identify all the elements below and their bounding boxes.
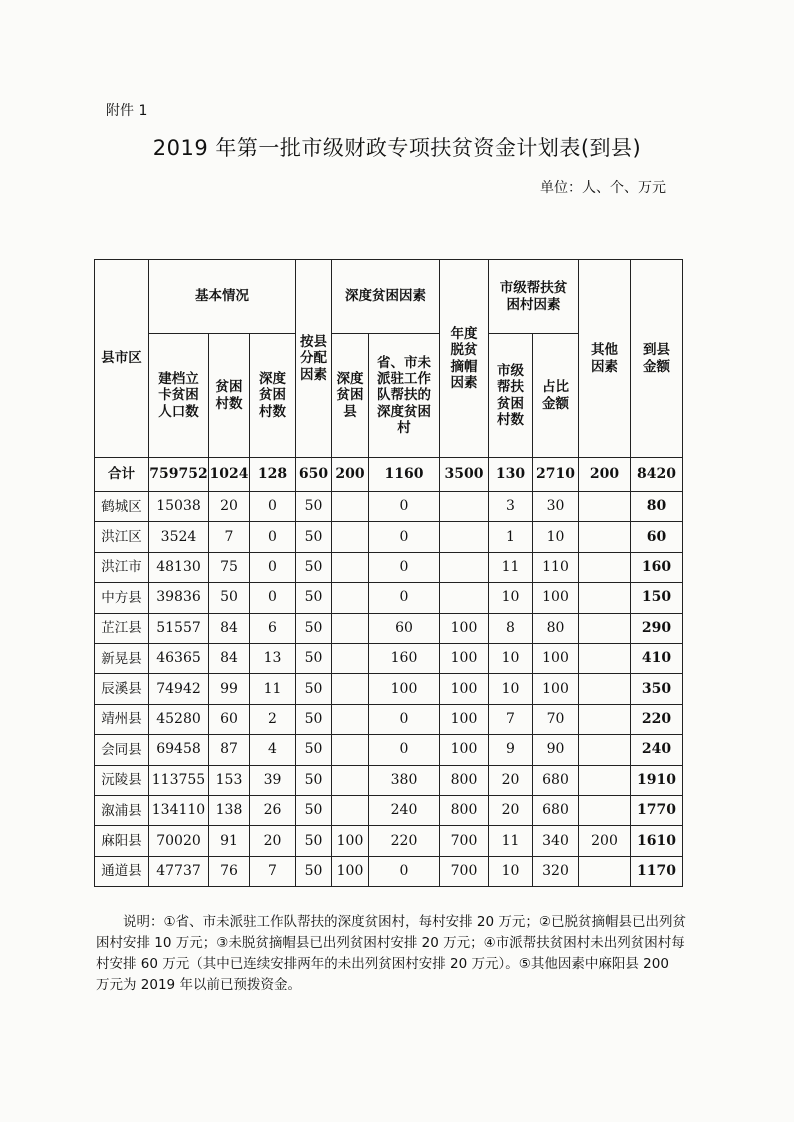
- cell-total: 290: [631, 613, 683, 643]
- cell-share: 70: [533, 704, 579, 734]
- cell-deep-county: [332, 795, 369, 825]
- cell-alloc: 50: [296, 856, 332, 886]
- cell-poor-villages: 7: [209, 522, 250, 552]
- cell-deep-villages: 20: [250, 826, 296, 856]
- cell-poor-villages: 60: [209, 704, 250, 734]
- cell-poor-villages: 75: [209, 552, 250, 582]
- header-unstationed: 省、市未派驻工作队帮扶的深度贫困村: [369, 334, 440, 458]
- cell-city-villages: 9: [489, 735, 533, 765]
- header-county: 县市区: [95, 260, 149, 458]
- cell-city-villages: 10: [489, 583, 533, 613]
- cell-city-villages: 3: [489, 492, 533, 522]
- cell-other: [579, 795, 631, 825]
- cell-annual: 100: [440, 643, 489, 673]
- cell-city-villages: 130: [489, 458, 533, 492]
- cell-county: 芷江县: [95, 613, 149, 643]
- table-row: [95, 765, 683, 795]
- table-row: [95, 522, 683, 552]
- cell-alloc: 50: [296, 826, 332, 856]
- cell-county: 鹤城区: [95, 492, 149, 522]
- table-row: [95, 613, 683, 643]
- cell-deep-villages: 6: [250, 613, 296, 643]
- cell-city-villages: 11: [489, 826, 533, 856]
- cell-total: 60: [631, 522, 683, 552]
- cell-annual: 100: [440, 704, 489, 734]
- cell-deep-county: [332, 643, 369, 673]
- cell-share: 30: [533, 492, 579, 522]
- cell-county: 洪江市: [95, 552, 149, 582]
- cell-poor-villages: 50: [209, 583, 250, 613]
- cell-annual: 800: [440, 765, 489, 795]
- cell-unstationed: 100: [369, 674, 440, 704]
- cell-county: 会同县: [95, 735, 149, 765]
- cell-unstationed: 0: [369, 856, 440, 886]
- cell-deep-county: [332, 552, 369, 582]
- cell-poor-villages: 84: [209, 613, 250, 643]
- cell-city-villages: 7: [489, 704, 533, 734]
- cell-share: 110: [533, 552, 579, 582]
- cell-unstationed: 380: [369, 765, 440, 795]
- header-deep-county: 深度贫困县: [332, 334, 369, 458]
- cell-alloc: 50: [296, 492, 332, 522]
- cell-county: 通道县: [95, 856, 149, 886]
- cell-share: 680: [533, 795, 579, 825]
- cell-deep-villages: 0: [250, 492, 296, 522]
- cell-deep-villages: 39: [250, 765, 296, 795]
- cell-other: [579, 765, 631, 795]
- cell-county: 溆浦县: [95, 795, 149, 825]
- header-deep-villages: 深度贫困村数: [250, 334, 296, 458]
- cell-alloc: 50: [296, 674, 332, 704]
- table-row: [95, 492, 683, 522]
- table-row: [95, 735, 683, 765]
- unit-label: 单位：人、个、万元: [540, 180, 666, 196]
- cell-total: 1910: [631, 765, 683, 795]
- table-row: [95, 856, 683, 886]
- cell-share: 680: [533, 765, 579, 795]
- allocation-table: [94, 259, 683, 887]
- cell-alloc: 50: [296, 765, 332, 795]
- cell-unstationed: 0: [369, 552, 440, 582]
- cell-total: 220: [631, 704, 683, 734]
- cell-unstationed: 0: [369, 492, 440, 522]
- cell-alloc: 650: [296, 458, 332, 492]
- cell-city-villages: 10: [489, 643, 533, 673]
- cell-alloc: 50: [296, 643, 332, 673]
- header-annual: 年度脱贫摘帽因素: [440, 260, 489, 458]
- table-row: [95, 552, 683, 582]
- cell-deep-county: 100: [332, 856, 369, 886]
- cell-other: [579, 613, 631, 643]
- cell-poor-villages: 99: [209, 674, 250, 704]
- cell-deep-county: 100: [332, 826, 369, 856]
- cell-share: 100: [533, 583, 579, 613]
- cell-registered-pop: 113755: [149, 765, 209, 795]
- cell-share: 10: [533, 522, 579, 552]
- table-row: [95, 704, 683, 734]
- cell-total: 350: [631, 674, 683, 704]
- cell-poor-villages: 20: [209, 492, 250, 522]
- cell-registered-pop: 74942: [149, 674, 209, 704]
- cell-other: 200: [579, 458, 631, 492]
- cell-total: 410: [631, 643, 683, 673]
- cell-other: [579, 583, 631, 613]
- cell-deep-county: [332, 765, 369, 795]
- cell-share: 80: [533, 613, 579, 643]
- cell-annual: 700: [440, 826, 489, 856]
- cell-deep-county: [332, 735, 369, 765]
- cell-poor-villages: 76: [209, 856, 250, 886]
- cell-annual: [440, 522, 489, 552]
- cell-unstationed: 60: [369, 613, 440, 643]
- header-city-group: 市级帮扶贫困村因素: [489, 260, 579, 334]
- cell-poor-villages: 138: [209, 795, 250, 825]
- cell-annual: 700: [440, 856, 489, 886]
- cell-deep-county: [332, 704, 369, 734]
- cell-total: 8420: [631, 458, 683, 492]
- cell-registered-pop: 134110: [149, 795, 209, 825]
- header-share: 占比金额: [533, 334, 579, 458]
- cell-registered-pop: 70020: [149, 826, 209, 856]
- cell-annual: 800: [440, 795, 489, 825]
- cell-alloc: 50: [296, 613, 332, 643]
- cell-annual: 3500: [440, 458, 489, 492]
- cell-deep-villages: 7: [250, 856, 296, 886]
- cell-other: [579, 552, 631, 582]
- cell-county: 麻阳县: [95, 826, 149, 856]
- cell-other: [579, 492, 631, 522]
- cell-county: 合计: [95, 458, 149, 492]
- cell-deep-villages: 0: [250, 522, 296, 552]
- table-row: [95, 826, 683, 856]
- cell-city-villages: 11: [489, 552, 533, 582]
- cell-alloc: 50: [296, 704, 332, 734]
- page-title: 2019 年第一批市级财政专项扶贫资金计划表(到县): [152, 136, 642, 160]
- cell-total: 240: [631, 735, 683, 765]
- cell-poor-villages: 91: [209, 826, 250, 856]
- cell-poor-villages: 1024: [209, 458, 250, 492]
- header-total: 到县金额: [631, 260, 683, 458]
- cell-alloc: 50: [296, 795, 332, 825]
- cell-share: 100: [533, 643, 579, 673]
- cell-share: 320: [533, 856, 579, 886]
- cell-city-villages: 10: [489, 674, 533, 704]
- table-row: [95, 643, 683, 673]
- header-basic: 基本情况: [149, 260, 296, 334]
- cell-alloc: 50: [296, 522, 332, 552]
- cell-total: 160: [631, 552, 683, 582]
- cell-registered-pop: 51557: [149, 613, 209, 643]
- total-row: [95, 458, 683, 492]
- cell-deep-county: [332, 522, 369, 552]
- cell-registered-pop: 3524: [149, 522, 209, 552]
- attachment-label: 附件 1: [106, 103, 148, 119]
- cell-other: [579, 522, 631, 552]
- header-registered-pop: 建档立卡贫困人口数: [149, 334, 209, 458]
- cell-county: 靖州县: [95, 704, 149, 734]
- cell-other: [579, 735, 631, 765]
- cell-unstationed: 0: [369, 735, 440, 765]
- cell-city-villages: 20: [489, 765, 533, 795]
- table-row: [95, 674, 683, 704]
- cell-share: 340: [533, 826, 579, 856]
- cell-registered-pop: 48130: [149, 552, 209, 582]
- cell-total: 80: [631, 492, 683, 522]
- cell-annual: 100: [440, 735, 489, 765]
- table-row: [95, 583, 683, 613]
- cell-county: 洪江区: [95, 522, 149, 552]
- cell-other: [579, 704, 631, 734]
- cell-other: [579, 674, 631, 704]
- cell-unstationed: 240: [369, 795, 440, 825]
- cell-deep-county: [332, 674, 369, 704]
- cell-deep-county: [332, 492, 369, 522]
- cell-other: 200: [579, 826, 631, 856]
- header-row-1: [95, 260, 683, 334]
- cell-county: 新晃县: [95, 643, 149, 673]
- cell-other: [579, 856, 631, 886]
- cell-unstationed: 220: [369, 826, 440, 856]
- header-poor-villages: 贫困村数: [209, 334, 250, 458]
- cell-share: 100: [533, 674, 579, 704]
- header-deep-group: 深度贫困因素: [332, 260, 440, 334]
- cell-registered-pop: 45280: [149, 704, 209, 734]
- cell-deep-villages: 13: [250, 643, 296, 673]
- cell-unstationed: 0: [369, 704, 440, 734]
- cell-deep-county: [332, 583, 369, 613]
- cell-county: 沅陵县: [95, 765, 149, 795]
- cell-share: 2710: [533, 458, 579, 492]
- cell-alloc: 50: [296, 735, 332, 765]
- header-alloc: 按县分配因素: [296, 260, 332, 458]
- cell-annual: 100: [440, 674, 489, 704]
- cell-annual: 100: [440, 613, 489, 643]
- cell-alloc: 50: [296, 583, 332, 613]
- cell-registered-pop: 47737: [149, 856, 209, 886]
- explanatory-note: 说明：①省、市未派驻工作队帮扶的深度贫困村，每村安排 20 万元；②已脱贫摘帽县已出列贫困村安排 10 万元；③未脱贫摘帽县已出列贫困村安排 20 万元；④市派帮扶贫困村未出列贫困村每村安排 60 万元（其中已连续安排两年的未出列贫困村安排 20 万元）。⑤其他因素中麻阳县 200 万元为 2019 年以前已预拨资金。: [96, 914, 686, 993]
- cell-alloc: 50: [296, 552, 332, 582]
- cell-total: 150: [631, 583, 683, 613]
- cell-city-villages: 8: [489, 613, 533, 643]
- header-other: 其他因素: [579, 260, 631, 458]
- cell-deep-villages: 26: [250, 795, 296, 825]
- cell-registered-pop: 15038: [149, 492, 209, 522]
- cell-deep-villages: 128: [250, 458, 296, 492]
- cell-annual: [440, 552, 489, 582]
- cell-annual: [440, 492, 489, 522]
- table-row: [95, 795, 683, 825]
- cell-unstationed: 1160: [369, 458, 440, 492]
- cell-registered-pop: 759752: [149, 458, 209, 492]
- cell-annual: [440, 583, 489, 613]
- cell-deep-villages: 0: [250, 552, 296, 582]
- cell-poor-villages: 153: [209, 765, 250, 795]
- cell-county: 中方县: [95, 583, 149, 613]
- cell-registered-pop: 39836: [149, 583, 209, 613]
- cell-city-villages: 10: [489, 856, 533, 886]
- cell-deep-villages: 2: [250, 704, 296, 734]
- header-city-villages: 市级帮扶贫困村数: [489, 334, 533, 458]
- cell-city-villages: 20: [489, 795, 533, 825]
- cell-deep-county: 200: [332, 458, 369, 492]
- cell-deep-villages: 4: [250, 735, 296, 765]
- cell-registered-pop: 69458: [149, 735, 209, 765]
- cell-registered-pop: 46365: [149, 643, 209, 673]
- cell-deep-villages: 0: [250, 583, 296, 613]
- cell-poor-villages: 84: [209, 643, 250, 673]
- cell-county: 辰溪县: [95, 674, 149, 704]
- cell-share: 90: [533, 735, 579, 765]
- cell-other: [579, 643, 631, 673]
- cell-unstationed: 160: [369, 643, 440, 673]
- cell-deep-villages: 11: [250, 674, 296, 704]
- cell-total: 1770: [631, 795, 683, 825]
- cell-unstationed: 0: [369, 583, 440, 613]
- cell-deep-county: [332, 613, 369, 643]
- cell-poor-villages: 87: [209, 735, 250, 765]
- cell-total: 1610: [631, 826, 683, 856]
- cell-unstationed: 0: [369, 522, 440, 552]
- cell-total: 1170: [631, 856, 683, 886]
- cell-city-villages: 1: [489, 522, 533, 552]
